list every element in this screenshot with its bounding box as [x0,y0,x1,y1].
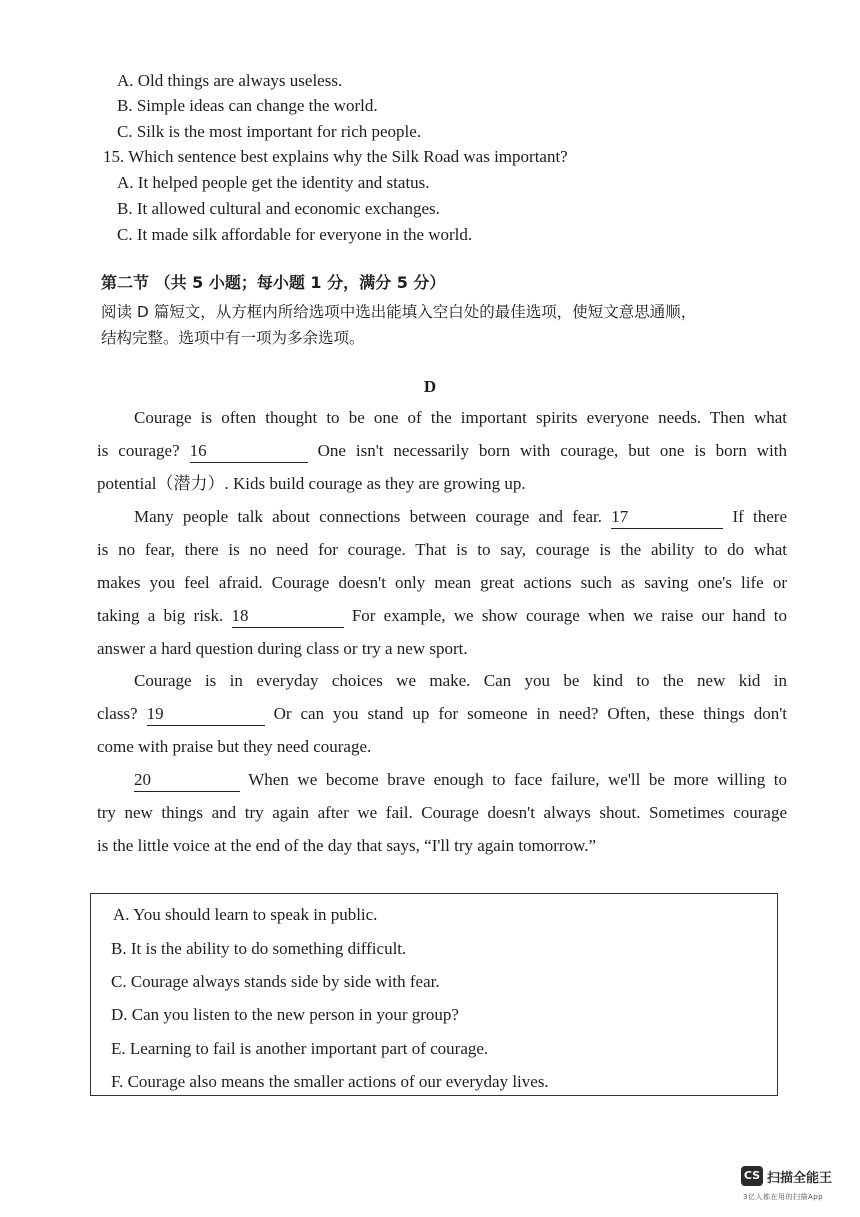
watermark-name: 扫描全能王 [767,1171,833,1186]
choice-c: C. Courage always stands side by side with fear. [111,972,440,991]
paragraph-line: Courage is often thought to be one of the important spirits everyone needs. Then what [134,408,787,427]
q14-option-c: C. Silk is the most important for rich people. [117,122,422,141]
paragraph-line [97,763,787,796]
text-segment: When we become brave enough to face failure, we'll be more willing to [248,770,787,789]
paragraph-line [97,434,787,467]
passage-title: D [423,377,437,396]
text-segment: taking a big risk. [97,606,224,625]
scanner-watermark [741,1166,843,1206]
paragraph-4 [97,763,787,862]
paragraph-2 [97,500,787,665]
section-instruction-line2: 结构完整。选项中有一项为多余选项。 [101,329,365,347]
section-instruction-line1: 阅读 D 篇短文，从方框内所给选项中选出能填入空白处的最佳选项，使短文意思通顺， [101,303,697,321]
choices-box [90,893,778,1096]
choice-d: D. Can you listen to the new person in your group? [111,1005,459,1024]
text-segment: Many people talk about connections between courage and fear. [134,507,602,526]
paragraph-line: Courage is in everyday choices we make. Can you be kind to the new kid in [134,671,787,690]
paragraph-line: is the little voice at the end of the day that says, “I'll try again tomorrow.” [97,836,597,855]
blank-19: 19 [147,703,265,726]
choice-e: E. Learning to fail is another important part of courage. [111,1039,489,1058]
paragraph-line: is no fear, there is no need for courage. That is to say, courage is the ability to do what [97,540,787,559]
text-segment: For example, we show courage when we raise our hand to [351,606,788,625]
blank-17: 17 [611,506,723,529]
camscanner-logo-icon: CS [741,1166,763,1186]
text-segment: class? [97,704,138,723]
paragraph-3 [97,664,787,763]
choice-b: B. It is the ability to do something difficult. [111,939,407,958]
paragraph-line: come with praise but they need courage. [97,737,372,756]
paragraph-line: try new things and try again after we fail. Courage doesn't always shout. Sometimes courage [97,803,787,822]
paragraph-1 [97,401,787,500]
q14-option-b: B. Simple ideas can change the world. [117,96,378,115]
paragraph-line [97,599,787,632]
text-segment: Or can you stand up for someone in need? Often, these things don't [273,704,788,723]
text-segment: If there [732,507,787,526]
paragraph-line: makes you feel afraid. Courage doesn't only mean great actions such as saving one's life or [97,573,787,592]
q15-option-a: A. It helped people get the identity and status. [117,173,430,192]
text-segment: One isn't necessarily born with courage, but one is born with [317,441,788,460]
choice-a: A. You should learn to speak in public. [113,905,378,924]
blank-18: 18 [232,605,344,628]
q15-question: 15. Which sentence best explains why the Silk Road was important? [103,147,568,166]
q15-option-c: C. It made silk affordable for everyone in the world. [117,225,473,244]
choice-f: F. Courage also means the smaller actions of our everyday lives. [111,1072,549,1091]
q14-option-a: A. Old things are always useless. [117,71,343,90]
watermark-tagline: 3亿人都在用的扫描App [743,1193,824,1201]
paragraph-line: potential（潜力）. Kids build courage as they are growing up. [97,474,526,493]
paragraph-line [97,697,787,730]
paragraph-line [97,500,787,533]
blank-16: 16 [190,440,308,463]
text-segment: is courage? [97,441,180,460]
section-heading: 第二节 （共 5 小题；每小题 1 分，满分 5 分） [101,273,446,292]
q15-option-b: B. It allowed cultural and economic exchanges. [117,199,440,218]
paragraph-line: answer a hard question during class or try a new sport. [97,639,468,658]
blank-20: 20 [134,769,240,792]
